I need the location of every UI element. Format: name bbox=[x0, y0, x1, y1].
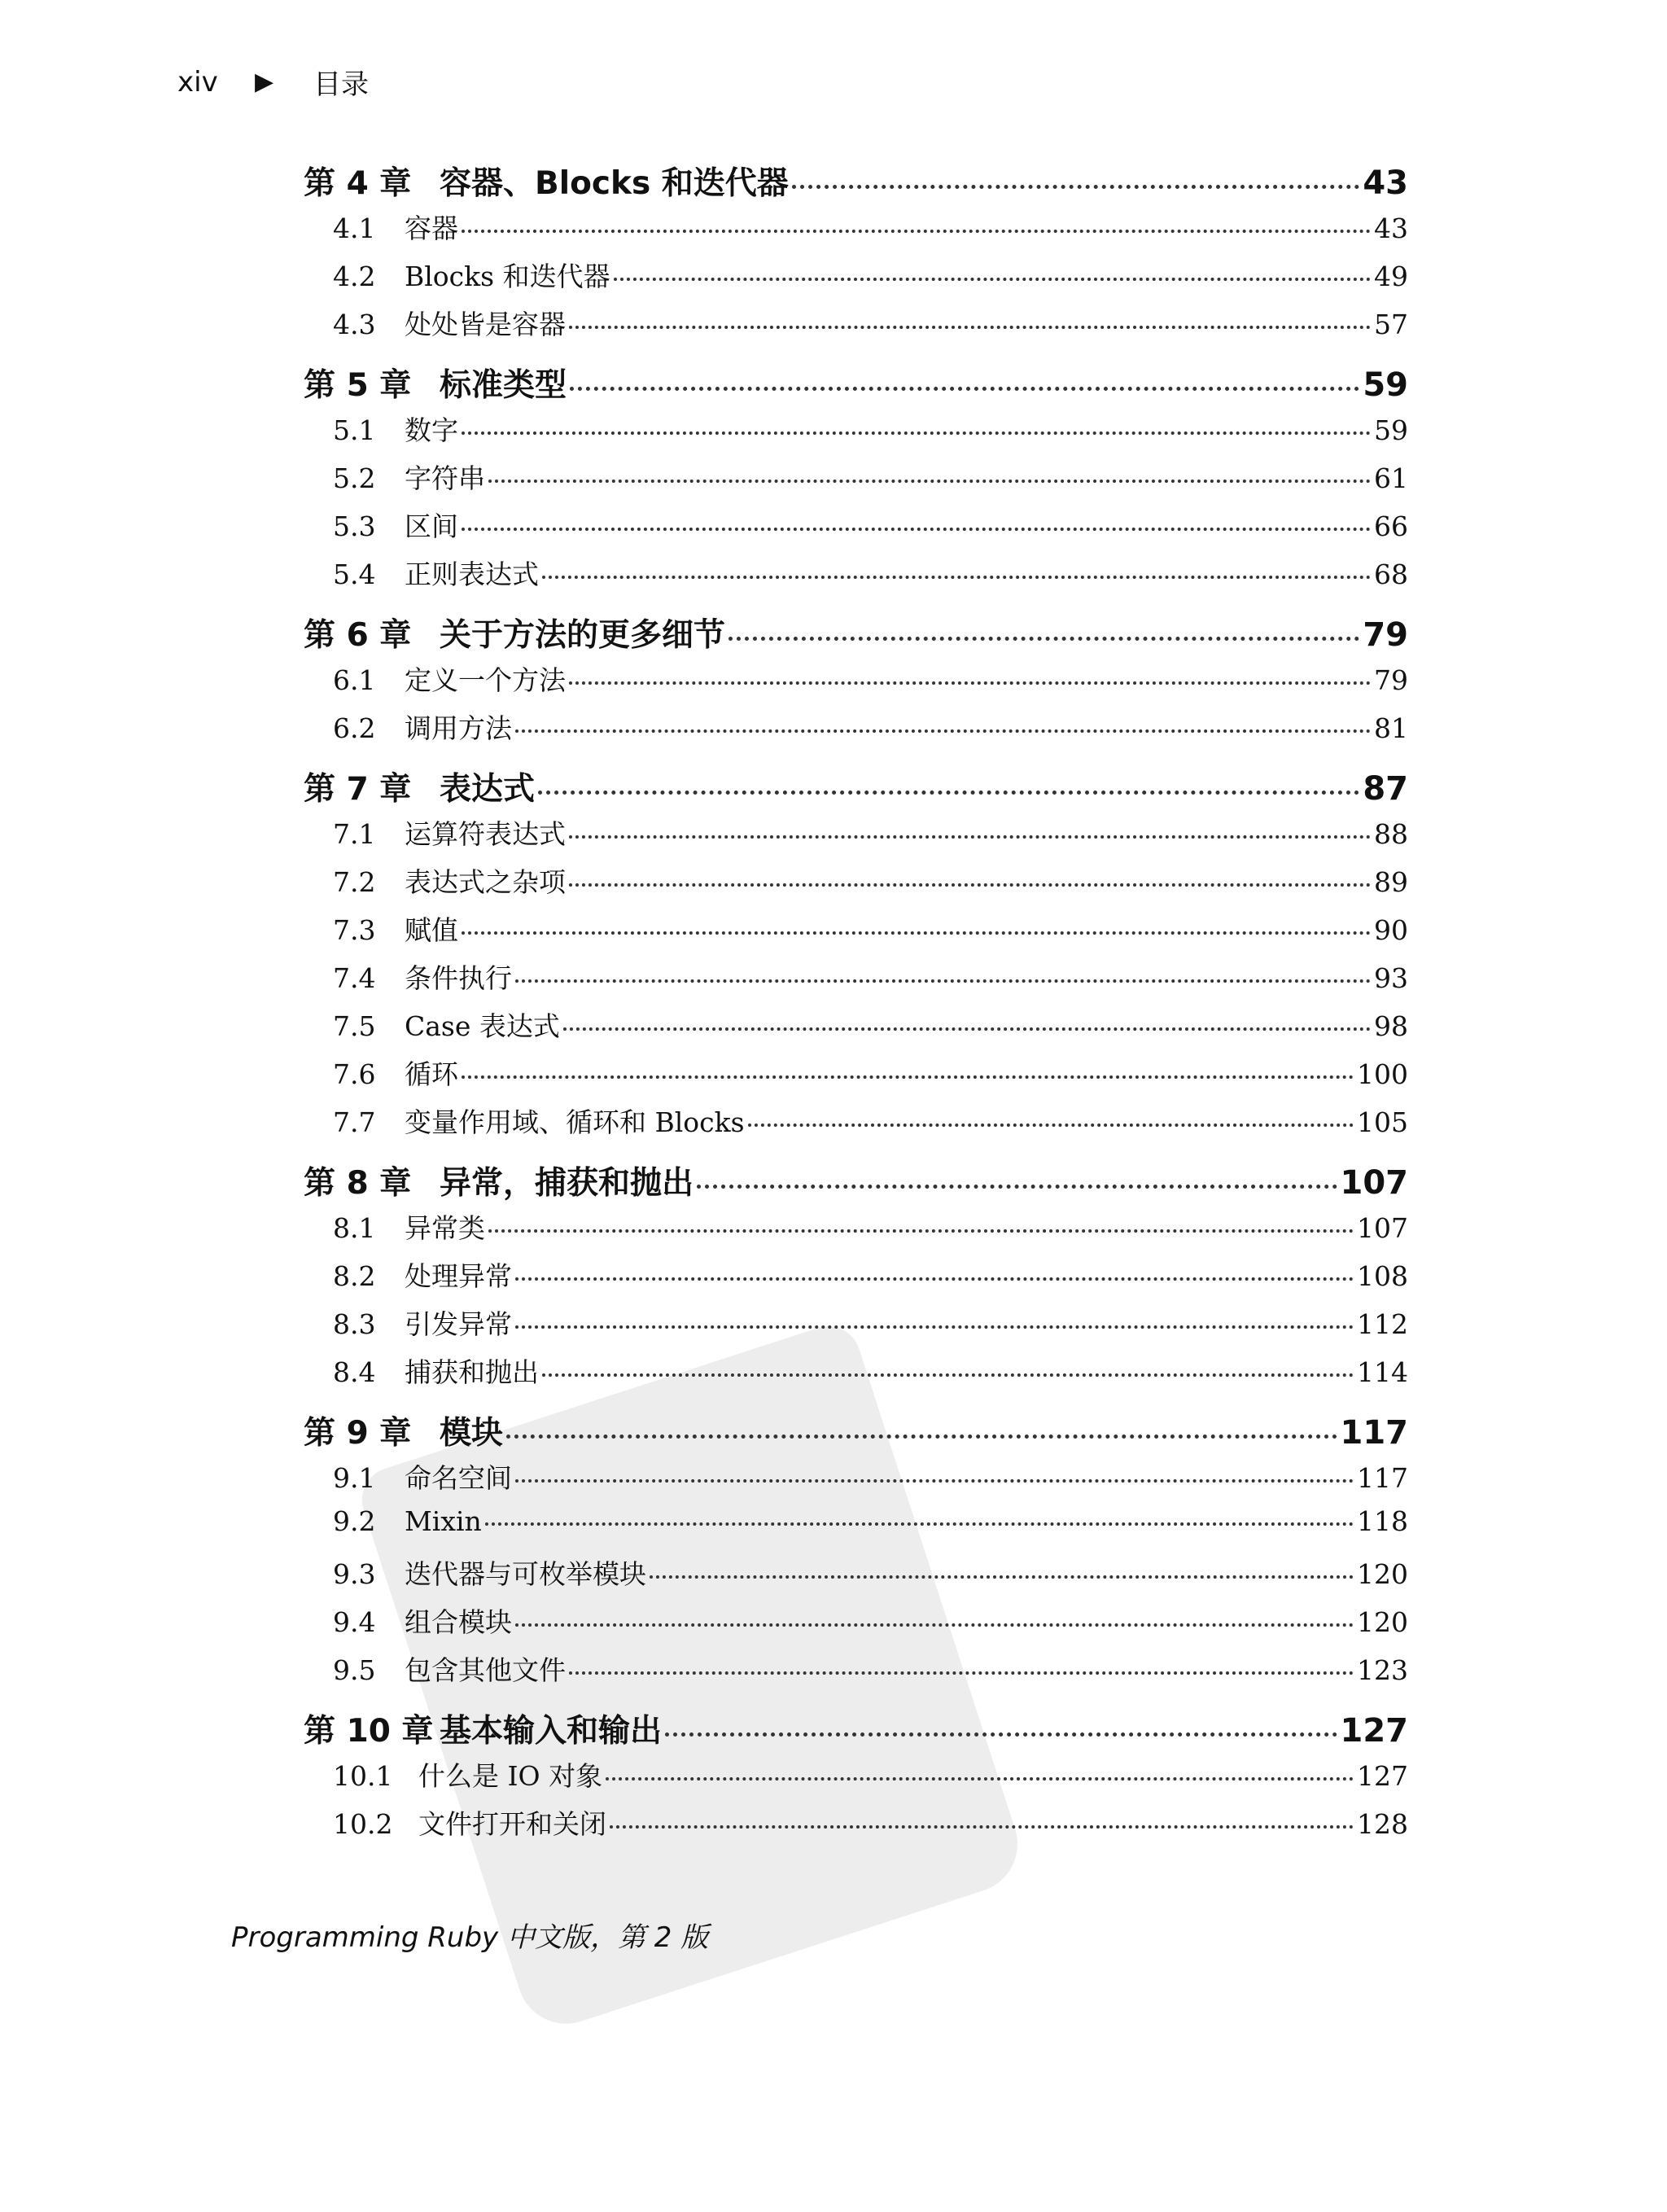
toc-section-entry[interactable] bbox=[304, 410, 1408, 458]
section-number: 7.1 bbox=[333, 818, 376, 850]
dot-leader bbox=[569, 325, 1371, 329]
page-number: 107 bbox=[1340, 1164, 1408, 1202]
section-title: 数字 bbox=[405, 414, 458, 446]
toc-section-entry[interactable] bbox=[304, 1803, 1408, 1851]
toc-section-entry[interactable] bbox=[304, 1102, 1408, 1150]
table-of-contents bbox=[304, 150, 1408, 1851]
section-title: 表达式之杂项 bbox=[405, 866, 566, 898]
page-number: 59 bbox=[1363, 366, 1408, 404]
page-number: 81 bbox=[1374, 712, 1408, 744]
section-number: 5.4 bbox=[333, 558, 376, 590]
dot-leader bbox=[488, 479, 1371, 483]
chapter-title: 表达式 bbox=[440, 771, 536, 808]
chapter-number: 第 5 章 bbox=[304, 367, 412, 404]
section-number: 5.2 bbox=[333, 462, 376, 494]
dot-leader bbox=[462, 431, 1371, 435]
section-title: 变量作用域、循环和 Blocks bbox=[405, 1106, 745, 1138]
chapter-number: 第 8 章 bbox=[304, 1165, 412, 1202]
page-number: 127 bbox=[1340, 1712, 1408, 1750]
chapter-title: 异常，捕获和抛出 bbox=[440, 1165, 694, 1202]
toc-section-entry[interactable] bbox=[304, 256, 1408, 304]
toc-section-entry[interactable] bbox=[304, 304, 1408, 352]
section-number: 10.1 bbox=[333, 1760, 393, 1792]
dot-leader bbox=[515, 1478, 1354, 1483]
section-number: 4.1 bbox=[333, 212, 376, 244]
dot-leader bbox=[515, 1277, 1354, 1281]
section-title: 运算符表达式 bbox=[405, 818, 566, 850]
dot-leader bbox=[542, 1373, 1354, 1377]
toc-section-entry[interactable] bbox=[304, 1351, 1408, 1399]
page-number: 43 bbox=[1363, 164, 1408, 202]
dot-leader bbox=[569, 883, 1371, 887]
dot-leader bbox=[542, 575, 1371, 579]
dot-leader bbox=[488, 1229, 1354, 1233]
dot-leader bbox=[614, 277, 1371, 281]
section-title: Case 表达式 bbox=[405, 1010, 560, 1042]
section-title: 什么是 IO 对象 bbox=[418, 1760, 603, 1792]
dot-leader bbox=[728, 636, 1359, 641]
toc-section-entry[interactable] bbox=[304, 1649, 1408, 1697]
toc-section-entry[interactable] bbox=[304, 554, 1408, 602]
page-number: 68 bbox=[1374, 558, 1408, 590]
section-number: 7.4 bbox=[333, 962, 376, 994]
dot-leader bbox=[515, 1325, 1354, 1329]
section-number: 8.2 bbox=[333, 1260, 376, 1292]
page-number: 90 bbox=[1374, 914, 1408, 946]
dot-leader bbox=[515, 1623, 1354, 1627]
page-number: 117 bbox=[1340, 1414, 1408, 1452]
page-number: 89 bbox=[1374, 866, 1408, 898]
dot-leader bbox=[650, 1575, 1354, 1579]
section-title: 条件执行 bbox=[405, 962, 512, 994]
page-number: 118 bbox=[1357, 1505, 1408, 1537]
section-number: 7.5 bbox=[333, 1010, 376, 1042]
section-title: Blocks 和迭代器 bbox=[405, 261, 610, 292]
toc-chapter-entry[interactable] bbox=[304, 352, 1408, 410]
page-number: 87 bbox=[1363, 770, 1408, 808]
section-number: 9.2 bbox=[333, 1505, 376, 1537]
chapter-number: 第 10 章 bbox=[304, 1713, 434, 1750]
chapter-title: 容器、Blocks 和迭代器 bbox=[440, 165, 789, 202]
section-title: 处理异常 bbox=[405, 1260, 512, 1292]
page-number: 59 bbox=[1374, 414, 1408, 446]
page-number: 108 bbox=[1357, 1260, 1408, 1292]
page-number: 57 bbox=[1374, 309, 1408, 340]
toc-section-entry[interactable] bbox=[304, 1457, 1408, 1505]
section-title: 引发异常 bbox=[405, 1308, 512, 1340]
toc-section-entry[interactable] bbox=[304, 861, 1408, 909]
section-title: 命名空间 bbox=[405, 1462, 512, 1494]
dot-leader bbox=[697, 1184, 1337, 1189]
page-folio: xiv bbox=[177, 65, 218, 99]
dot-leader bbox=[569, 681, 1371, 685]
section-title: 捕获和抛出 bbox=[405, 1356, 539, 1388]
dot-leader bbox=[506, 1434, 1337, 1439]
section-number: 7.3 bbox=[333, 914, 376, 946]
chapter-title: 关于方法的更多细节 bbox=[440, 617, 726, 654]
triangle-arrow-icon: ▶ bbox=[255, 68, 274, 96]
running-header bbox=[177, 62, 369, 102]
toc-section-entry[interactable] bbox=[304, 458, 1408, 506]
section-number: 5.3 bbox=[333, 510, 376, 542]
page-number: 120 bbox=[1357, 1558, 1408, 1590]
toc-chapter-entry[interactable] bbox=[304, 1399, 1408, 1457]
section-number: 10.2 bbox=[333, 1808, 393, 1840]
toc-section-entry[interactable] bbox=[304, 957, 1408, 1005]
section-title: 容器 bbox=[405, 212, 458, 244]
section-title: 字符串 bbox=[405, 462, 485, 494]
section-title: 异常类 bbox=[405, 1212, 485, 1244]
page-number: 107 bbox=[1357, 1212, 1408, 1244]
dot-leader bbox=[515, 979, 1371, 983]
toc-chapter-entry[interactable] bbox=[304, 602, 1408, 659]
section-title: 正则表达式 bbox=[405, 558, 539, 590]
page-number: 120 bbox=[1357, 1606, 1408, 1638]
section-number: 7.7 bbox=[333, 1106, 376, 1138]
section-number: 4.2 bbox=[333, 261, 376, 292]
section-title: 文件打开和关闭 bbox=[418, 1808, 606, 1840]
section-number: 8.1 bbox=[333, 1212, 376, 1244]
toc-section-entry[interactable] bbox=[304, 1755, 1408, 1803]
page-number: 49 bbox=[1374, 261, 1408, 292]
page-number: 105 bbox=[1357, 1106, 1408, 1138]
page-number: 112 bbox=[1357, 1308, 1408, 1340]
page-number: 98 bbox=[1374, 1010, 1408, 1042]
dot-leader bbox=[569, 834, 1371, 839]
section-title: 调用方法 bbox=[405, 712, 512, 744]
section-number: 8.4 bbox=[333, 1356, 376, 1388]
page-number: 123 bbox=[1357, 1654, 1408, 1686]
section-title: 区间 bbox=[405, 510, 458, 542]
dot-leader bbox=[485, 1522, 1354, 1526]
page-number: 79 bbox=[1363, 616, 1408, 654]
page-number: 66 bbox=[1374, 510, 1408, 542]
dot-leader bbox=[515, 729, 1371, 733]
dot-leader bbox=[748, 1123, 1354, 1127]
section-title: 定义一个方法 bbox=[405, 664, 566, 696]
section-number: 6.2 bbox=[333, 712, 376, 744]
chapter-title: 基本输入和输出 bbox=[440, 1713, 663, 1750]
page-number: 61 bbox=[1374, 462, 1408, 494]
toc-section-entry[interactable] bbox=[304, 506, 1408, 554]
toc-section-entry[interactable] bbox=[304, 707, 1408, 756]
dot-leader bbox=[665, 1732, 1337, 1737]
dot-leader bbox=[792, 184, 1360, 189]
chapter-number: 第 7 章 bbox=[304, 771, 412, 808]
section-title: 组合模块 bbox=[405, 1606, 512, 1638]
toc-section-entry[interactable] bbox=[304, 1505, 1408, 1553]
page-number: 114 bbox=[1357, 1356, 1408, 1388]
toc-section-entry[interactable] bbox=[304, 1207, 1408, 1255]
section-number: 9.1 bbox=[333, 1462, 376, 1494]
chapter-number: 第 6 章 bbox=[304, 617, 412, 654]
toc-section-entry[interactable] bbox=[304, 1601, 1408, 1649]
toc-section-entry[interactable] bbox=[304, 1553, 1408, 1601]
page-number: 117 bbox=[1357, 1462, 1408, 1494]
chapter-title: 标准类型 bbox=[440, 367, 567, 404]
dot-leader bbox=[569, 1671, 1354, 1675]
dot-leader bbox=[606, 1776, 1354, 1781]
dot-leader bbox=[462, 527, 1371, 531]
section-title: Mixin bbox=[405, 1505, 482, 1537]
page-number: 88 bbox=[1374, 818, 1408, 850]
page-number: 93 bbox=[1374, 962, 1408, 994]
toc-section-entry[interactable] bbox=[304, 208, 1408, 256]
section-number: 7.2 bbox=[333, 866, 376, 898]
section-title: 循环 bbox=[405, 1058, 458, 1090]
section-number: 9.3 bbox=[333, 1558, 376, 1590]
toc-section-entry[interactable] bbox=[304, 909, 1408, 957]
dot-leader bbox=[563, 1027, 1371, 1031]
dot-leader bbox=[538, 790, 1359, 795]
chapter-title: 模块 bbox=[440, 1415, 504, 1452]
section-number: 9.5 bbox=[333, 1654, 376, 1686]
toc-section-entry[interactable] bbox=[304, 1255, 1408, 1303]
book-title-footer: Programming Ruby 中文版，第 2 版 bbox=[231, 1921, 709, 1954]
toc-section-entry[interactable] bbox=[304, 659, 1408, 707]
dot-leader bbox=[462, 1075, 1354, 1079]
section-number: 8.3 bbox=[333, 1308, 376, 1340]
section-number: 4.3 bbox=[333, 309, 376, 340]
toc-chapter-entry[interactable] bbox=[304, 1697, 1408, 1755]
dot-leader bbox=[610, 1824, 1354, 1829]
section-number: 5.1 bbox=[333, 414, 376, 446]
page-number: 79 bbox=[1374, 664, 1408, 696]
header-section-title: 目录 bbox=[313, 68, 369, 101]
section-number: 7.6 bbox=[333, 1058, 376, 1090]
chapter-number: 第 4 章 bbox=[304, 165, 412, 202]
dot-leader bbox=[462, 931, 1371, 935]
page-number: 43 bbox=[1374, 212, 1408, 244]
section-title: 赋值 bbox=[405, 914, 458, 946]
section-title: 包含其他文件 bbox=[405, 1654, 566, 1686]
dot-leader bbox=[462, 229, 1371, 233]
section-number: 6.1 bbox=[333, 664, 376, 696]
section-title: 处处皆是容器 bbox=[405, 309, 566, 340]
chapter-number: 第 9 章 bbox=[304, 1415, 412, 1452]
toc-chapter-entry[interactable] bbox=[304, 756, 1408, 813]
toc-chapter-entry[interactable] bbox=[304, 1150, 1408, 1207]
toc-chapter-entry[interactable] bbox=[304, 150, 1408, 208]
page-number: 127 bbox=[1357, 1760, 1408, 1792]
section-title: 迭代器与可枚举模块 bbox=[405, 1558, 646, 1590]
page-number: 100 bbox=[1357, 1058, 1408, 1090]
toc-section-entry[interactable] bbox=[304, 813, 1408, 861]
section-number: 9.4 bbox=[333, 1606, 376, 1638]
dot-leader bbox=[570, 386, 1359, 391]
page-number: 128 bbox=[1357, 1808, 1408, 1840]
toc-section-entry[interactable] bbox=[304, 1303, 1408, 1351]
toc-section-entry[interactable] bbox=[304, 1005, 1408, 1053]
toc-section-entry[interactable] bbox=[304, 1053, 1408, 1102]
